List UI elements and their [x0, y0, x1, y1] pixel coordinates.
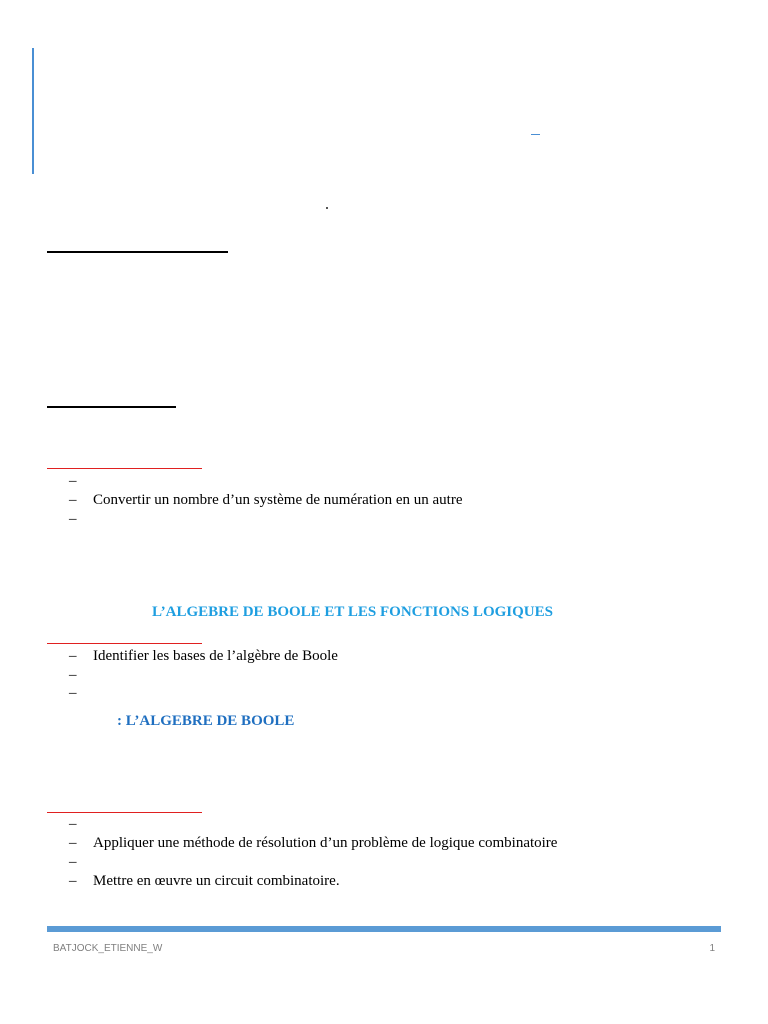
list-item — [69, 666, 93, 685]
list-item — [69, 853, 93, 872]
list-item — [69, 684, 93, 703]
list-item — [69, 510, 93, 529]
list-item — [69, 491, 463, 510]
bullet-dash: – — [69, 667, 77, 683]
left-accent-rule — [32, 48, 34, 174]
list-item-text: Identifier les bases de l’algèbre de Boole — [93, 648, 338, 664]
bullet-dash: – — [69, 648, 77, 664]
bullet-dash: – — [69, 492, 77, 508]
blue-dash-mark — [531, 134, 540, 135]
list-item — [69, 647, 338, 666]
list-item — [69, 815, 93, 834]
section-subtitle: : L’ALGEBRE DE BOOLE — [117, 713, 295, 729]
heading-underline-1 — [47, 251, 228, 253]
bullet-dash: – — [69, 873, 77, 889]
list-item — [69, 834, 557, 853]
list-item — [69, 872, 340, 891]
bullet-dash: – — [69, 511, 77, 527]
page-number: 1 — [709, 943, 715, 954]
heading-underline-2 — [47, 406, 176, 408]
footer-rule — [47, 926, 721, 932]
list-item-text: Convertir un nombre d’un système de numération en un autre — [93, 492, 463, 508]
list-item — [69, 472, 93, 491]
footer-author: BATJOCK_ETIENNE_W — [53, 943, 163, 954]
chapter-title: L’ALGEBRE DE BOOLE ET LES FONCTIONS LOGIQUES — [152, 604, 553, 620]
bullet-dash: – — [69, 473, 77, 489]
bullet-dash: – — [69, 685, 77, 701]
list-item-text: Mettre en œuvre un circuit combinatoire. — [93, 873, 340, 889]
list-item-text: Appliquer une méthode de résolution d’un problème de logique combinatoire — [93, 835, 558, 851]
objectives-underline-3 — [47, 812, 202, 813]
stray-dot — [326, 207, 328, 209]
bullet-dash: – — [69, 835, 77, 851]
bullet-dash: – — [69, 854, 77, 870]
objectives-underline-1 — [47, 468, 202, 469]
objectives-underline-2 — [47, 643, 202, 644]
bullet-dash: – — [69, 816, 77, 832]
